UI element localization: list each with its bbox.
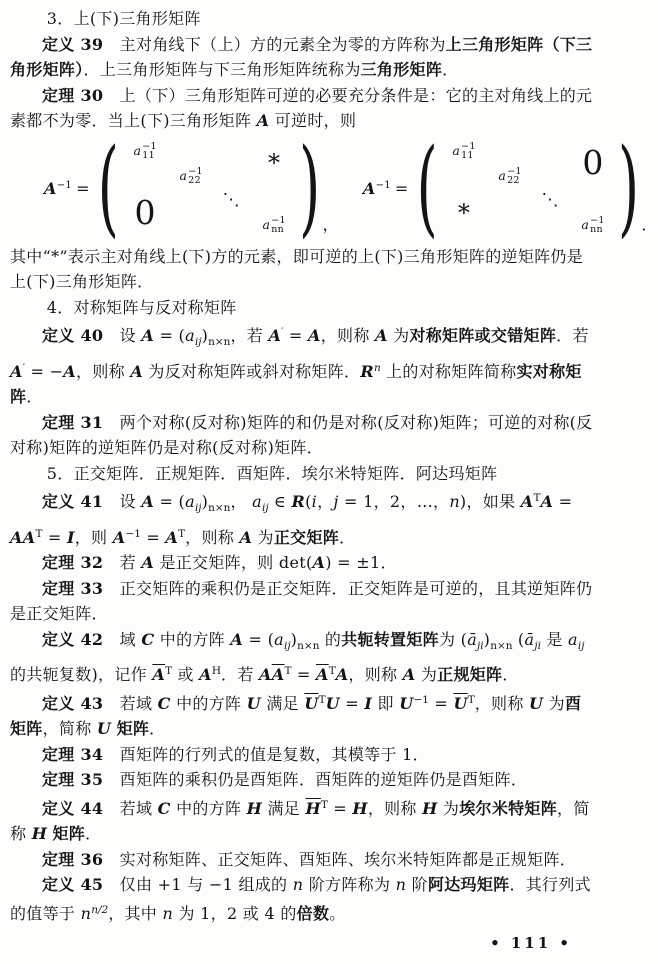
- text-segment: =: [283, 326, 309, 345]
- open-paren: (: [97, 125, 120, 248]
- text-segment: 定理 36: [42, 849, 104, 869]
- theorem-31: [10, 410, 596, 461]
- scanned-textbook-page: [10, 6, 658, 964]
- text-segment: =: [291, 665, 316, 684]
- text-segment: U: [246, 693, 261, 713]
- text-segment: 即: [372, 693, 400, 713]
- text-segment: ，简称: [42, 719, 97, 738]
- text-segment: 满足: [260, 693, 305, 713]
- text-segment: H: [422, 798, 438, 818]
- text-segment: A: [256, 111, 270, 130]
- text-segment: n: [292, 875, 304, 894]
- text-segment: ．: [26, 387, 43, 406]
- text-segment: 定义 44: [42, 798, 104, 818]
- diagonal-dots: ⋱: [541, 189, 561, 210]
- matrix-entry-ann: a −1 nn: [262, 214, 286, 235]
- text-segment: A: [10, 527, 23, 547]
- definition-45: [10, 872, 596, 926]
- text-segment: A: [540, 492, 554, 511]
- text-segment: 定义 45: [42, 875, 104, 894]
- text-segment: I: [66, 527, 75, 547]
- text-segment: A: [63, 361, 77, 381]
- text-segment: ，则: [74, 527, 113, 547]
- section-4-heading: [10, 295, 596, 321]
- text-segment: ji: [477, 639, 484, 652]
- text-segment: A: [10, 361, 23, 381]
- close-paren: ): [299, 125, 321, 248]
- text-segment: 实对称矩阵: [10, 361, 582, 406]
- text-segment: ) = ±1．: [325, 553, 397, 572]
- text-segment: 倍数: [296, 903, 330, 923]
- text-segment: A: [165, 527, 179, 547]
- text-segment: n: [80, 903, 92, 923]
- text-segment: =: [327, 798, 353, 818]
- text-segment: 定义 40: [42, 326, 104, 345]
- text-segment: ā: [467, 629, 478, 649]
- text-segment: 为: [387, 326, 410, 345]
- text-segment: C: [157, 798, 171, 818]
- text-segment: H: [352, 798, 368, 818]
- text-segment: = (: [154, 326, 186, 345]
- text-segment: A: [230, 629, 244, 649]
- open-paren: (: [416, 125, 438, 248]
- text-segment: n×n: [490, 639, 513, 652]
- text-segment: ．: [85, 824, 102, 843]
- text-segment: H: [246, 798, 263, 818]
- text-segment: A: [239, 527, 253, 547]
- text-segment: 定义 43: [42, 693, 104, 713]
- definition-42: [10, 627, 596, 688]
- text-segment: 或: [172, 665, 200, 684]
- theorem-33: [10, 576, 596, 627]
- text-segment: ，则称: [320, 326, 376, 345]
- text-segment: A: [308, 326, 321, 345]
- text-segment: 定理 30: [42, 85, 104, 105]
- text-segment: 域: [103, 629, 142, 649]
- text-segment: A: [130, 361, 144, 381]
- text-segment: j: [333, 492, 339, 511]
- text-segment: a: [252, 492, 262, 511]
- text-segment: 若域: [103, 798, 158, 818]
- text-segment: ．其行列式的值等于: [10, 875, 591, 923]
- text-segment: T: [165, 665, 173, 677]
- text-segment: H: [31, 824, 48, 843]
- definition-40: [10, 320, 596, 410]
- text-segment: ，则称: [348, 665, 403, 684]
- text-segment: 定义 42: [42, 629, 104, 649]
- text-segment: ．: [442, 60, 459, 79]
- text-segment: 矩阵: [52, 824, 86, 843]
- text-segment: 正交矩阵: [273, 527, 340, 547]
- text-segment: $\overline{A}$: [271, 665, 285, 684]
- text-segment: 满足: [262, 798, 306, 818]
- text-segment: 定义 39: [42, 34, 104, 54]
- text-segment: ij: [194, 336, 202, 348]
- text-segment: 的: [319, 629, 342, 649]
- text-segment: 主对角线下（上）方的元素全为零的方阵称为: [103, 34, 446, 54]
- theorem-34: [10, 742, 596, 768]
- matrix-entries: [121, 138, 297, 238]
- text-segment: R: [291, 492, 306, 511]
- text-segment: A: [259, 665, 272, 684]
- text-segment: A: [199, 665, 212, 684]
- text-segment: ′: [22, 361, 26, 374]
- matrix-entries: [440, 138, 616, 238]
- text-segment: (: [512, 629, 525, 649]
- text-segment: T: [284, 665, 292, 677]
- matrix-entry-a11: a −1 11: [133, 140, 157, 161]
- text-segment: 中的方阵: [154, 629, 231, 649]
- inverse-matrix-formulas: [44, 125, 658, 248]
- text-segment: 上的对称矩阵简称: [380, 361, 517, 381]
- text-segment: ，: [230, 492, 253, 511]
- definition-43: [10, 688, 596, 742]
- text-segment: A: [268, 326, 282, 345]
- close-paren: ): [618, 125, 640, 248]
- text-segment: 定理 33: [42, 578, 104, 598]
- text-segment: n: [373, 361, 381, 374]
- formula-lhs: [363, 173, 413, 202]
- text-segment: H: [211, 665, 222, 677]
- text-segment: ij: [261, 502, 269, 514]
- equals-sign: =: [76, 179, 90, 199]
- text-segment: n: [162, 903, 174, 923]
- text-segment: 酉矩阵的行列式的值是复数，其模等于 1．: [103, 744, 429, 764]
- lower-zero-block: 0: [134, 192, 156, 232]
- text-segment: 中的方阵: [170, 693, 247, 713]
- text-segment: A: [375, 326, 388, 345]
- trailing-period: ．: [641, 215, 658, 234]
- text-segment: T: [320, 798, 328, 811]
- matrix-symbol: A: [362, 179, 376, 199]
- text-segment: $\overline{A}$: [315, 665, 329, 684]
- text-segment: ．上三角形矩阵与下三角形矩阵统称为: [83, 60, 361, 79]
- matrix-entry-a22: a −1 22: [179, 165, 203, 186]
- text-segment: A: [402, 665, 416, 684]
- upper-elements-star: *: [268, 148, 281, 177]
- text-segment: =: [140, 527, 166, 547]
- text-segment: C: [141, 629, 155, 649]
- text-segment: n×n: [208, 502, 231, 514]
- text-segment: $\overline{U}$: [304, 693, 319, 713]
- theorem-35: [10, 767, 596, 793]
- matrix-equation-upper-triangular: [44, 125, 339, 248]
- text-segment: ): [201, 326, 209, 345]
- text-segment: 对称矩阵或交错矩阵: [409, 326, 557, 345]
- text-segment: (: [305, 492, 312, 511]
- text-segment: U: [399, 693, 414, 713]
- text-segment: 为: [437, 798, 460, 818]
- inverse-exponent: −1: [375, 180, 391, 192]
- equals-sign: =: [394, 179, 409, 199]
- text-segment: 其中“*”表示主对角线上(下)方的元素，即可逆的上(下)三角形矩阵的逆矩阵仍是上(下)三角形矩阵．: [10, 246, 584, 291]
- text-segment: ，若: [230, 326, 269, 345]
- text-segment: 是正交矩阵，则 det(: [154, 553, 313, 572]
- matrix-equation-lower-triangular: [362, 125, 658, 248]
- text-segment: ): [201, 492, 209, 511]
- text-segment: A: [22, 527, 36, 547]
- text-segment: −1: [125, 527, 141, 540]
- text-segment: 中的方阵: [170, 798, 247, 818]
- text-segment: ．: [339, 527, 356, 547]
- section-5-heading: [10, 461, 596, 487]
- diagonal-dots: ⋱: [222, 189, 242, 210]
- text-segment: i: [311, 492, 318, 511]
- text-segment: ，则称: [474, 693, 530, 713]
- text-segment: ，其中: [108, 903, 163, 923]
- text-segment: T: [318, 693, 326, 706]
- text-segment: 为 1，2 或 4 的: [173, 903, 297, 923]
- text-segment: ): [290, 629, 298, 649]
- text-segment: U: [529, 693, 544, 713]
- text-segment: 正交矩阵的乘积仍是正交矩阵．正交矩阵是可逆的，且其逆矩阵仍是正交矩阵．: [10, 578, 593, 623]
- text-segment: 的共轭复数)，记作: [10, 629, 590, 684]
- text-segment: A: [112, 527, 126, 547]
- text-segment: ，则称: [185, 527, 240, 547]
- text-segment: 阿达玛矩阵: [427, 875, 510, 894]
- text-segment: ij: [283, 639, 291, 652]
- text-segment: I: [364, 693, 373, 713]
- text-segment: A: [141, 553, 155, 572]
- text-segment: A: [520, 492, 534, 511]
- text-segment: 是: [540, 629, 569, 649]
- text-segment: ij: [194, 502, 202, 514]
- text-segment: ．: [149, 719, 166, 738]
- definition-41: [10, 486, 596, 550]
- text-segment: ij: [577, 639, 585, 652]
- upper-zero-block: 0: [582, 142, 604, 182]
- text-segment: =: [428, 693, 454, 713]
- text-segment: T: [467, 693, 475, 706]
- text-segment: )，如果: [459, 492, 521, 511]
- text-segment: = (: [154, 492, 186, 511]
- text-segment: T: [328, 665, 336, 677]
- text-block-bottom: [10, 244, 596, 927]
- text-segment: 共轭转置矩阵: [341, 629, 439, 649]
- star-note: [10, 244, 596, 295]
- text-segment: =: [42, 527, 67, 547]
- text-segment: ，简称: [10, 798, 590, 843]
- text-segment: A: [312, 553, 326, 572]
- text-segment: 4．对称矩阵与反对称矩阵: [46, 297, 237, 317]
- text-segment: 阶方阵称为: [303, 875, 396, 894]
- text-segment: T: [178, 527, 186, 540]
- text-segment: ): [483, 629, 491, 649]
- text-segment: ，则称: [367, 798, 423, 818]
- text-segment: 5．正交矩阵．正规矩阵．酉矩阵．埃尔米特矩阵．阿达玛矩阵: [46, 463, 498, 483]
- text-segment: = −: [25, 361, 64, 381]
- text-segment: 3．上(下)三角形矩阵: [46, 9, 201, 28]
- text-segment: n/2: [91, 903, 109, 916]
- text-segment: 阶: [406, 875, 428, 894]
- definition-44: [10, 793, 596, 847]
- text-segment: 定理 31: [42, 412, 104, 432]
- text-segment: 为: [252, 527, 274, 547]
- text-segment: 为: [543, 693, 565, 713]
- text-segment: T: [533, 492, 541, 504]
- text-segment: n: [449, 492, 460, 511]
- text-segment: C: [157, 693, 171, 713]
- text-segment: ．: [502, 665, 519, 684]
- matrix-entry-a22: a −1 22: [498, 165, 522, 186]
- text-segment: 酉矩阵的乘积仍是酉矩阵．酉矩阵的逆矩阵仍是酉矩阵．: [103, 770, 528, 789]
- text-segment: 为: [415, 665, 438, 684]
- text-segment: 埃尔米特矩阵: [459, 798, 558, 818]
- text-segment: 。: [329, 903, 346, 923]
- text-segment: 为反对称矩阵或斜对称矩阵．: [143, 361, 361, 381]
- text-segment: 三角形矩阵: [360, 60, 443, 79]
- text-segment: = 1，2，…，: [338, 492, 450, 511]
- text-segment: 上三角形矩阵（下三角形矩阵）: [10, 34, 593, 79]
- text-segment: 酉矩阵: [10, 693, 582, 738]
- text-segment: −1: [413, 693, 429, 706]
- text-segment: $\overline{H}$: [305, 798, 321, 818]
- text-segment: n×n: [208, 336, 231, 348]
- text-segment: a: [274, 629, 284, 649]
- text-segment: $\overline{A}$: [152, 665, 166, 684]
- matrix-symbol: A: [44, 179, 57, 199]
- text-segment: =: [553, 492, 578, 511]
- definition-39: [10, 32, 596, 83]
- text-segment: T: [35, 527, 43, 540]
- text-segment: ji: [534, 639, 541, 652]
- text-segment: ．若: [221, 665, 260, 684]
- text-segment: A: [141, 326, 155, 345]
- text-segment: A: [335, 665, 349, 684]
- text-segment: ′: [281, 326, 284, 338]
- text-segment: 设: [103, 326, 142, 345]
- text-segment: R: [360, 361, 374, 381]
- text-segment: a: [568, 629, 578, 649]
- text-segment: 可逆时，则: [269, 111, 357, 130]
- text-segment: ，则称: [76, 361, 131, 381]
- text-segment: 实对称矩阵、正交矩阵、酉矩阵、埃尔米特矩阵都是正规矩阵．: [103, 849, 577, 869]
- theorem-32: [10, 550, 596, 576]
- inverse-exponent: −1: [56, 180, 73, 192]
- text-segment: ．若: [556, 326, 595, 345]
- text-segment: A: [141, 492, 155, 511]
- text-block-top: [10, 6, 596, 134]
- text-segment: 正规矩阵: [437, 665, 503, 684]
- text-segment: 为 (: [438, 629, 468, 649]
- text-segment: U: [325, 693, 340, 713]
- text-segment: 两个对称(反对称)矩阵的和仍是对称(反对称)矩阵；可逆的对称(反对称)矩阵的逆矩阵仍是对称(反对称)矩阵．: [10, 412, 593, 457]
- theorem-36: [10, 847, 596, 873]
- text-segment: U: [96, 719, 112, 738]
- text-segment: ā: [524, 629, 535, 649]
- page-number: • 111 •: [490, 934, 572, 952]
- text-segment: 矩阵: [116, 719, 150, 738]
- text-segment: 定理 32: [42, 553, 104, 572]
- text-segment: ∈: [268, 492, 292, 511]
- text-segment: 仅由 +1 与 −1 组成的: [103, 875, 293, 894]
- text-segment: a: [185, 492, 195, 511]
- formula-lhs: [44, 173, 94, 202]
- matrix-entry-a11: a −1 11: [452, 140, 476, 161]
- text-segment: 定理 35: [42, 770, 104, 789]
- text-segment: =: [339, 693, 365, 713]
- trailing-comma: ，: [322, 215, 339, 234]
- text-segment: n×n: [297, 639, 320, 652]
- text-segment: n: [395, 875, 407, 894]
- text-segment: 若域: [103, 693, 158, 713]
- matrix-entry-ann: a −1 nn: [581, 214, 605, 235]
- text-segment: $\overline{U}$: [453, 693, 468, 713]
- text-segment: ，: [317, 492, 334, 511]
- text-segment: 若: [103, 553, 142, 572]
- text-segment: a: [185, 326, 195, 345]
- text-segment: 定理 34: [42, 744, 104, 764]
- lower-elements-star: *: [457, 198, 471, 227]
- text-segment: = (: [243, 629, 275, 649]
- text-segment: 上（下）三角形矩阵可逆的必要充分条件是：它的主对角线上的元素都不为零．当上(下)三角形矩阵: [10, 85, 593, 130]
- text-segment: 定义 41: [42, 492, 104, 511]
- text-segment: 设: [103, 492, 142, 511]
- section-3-heading: [10, 6, 596, 32]
